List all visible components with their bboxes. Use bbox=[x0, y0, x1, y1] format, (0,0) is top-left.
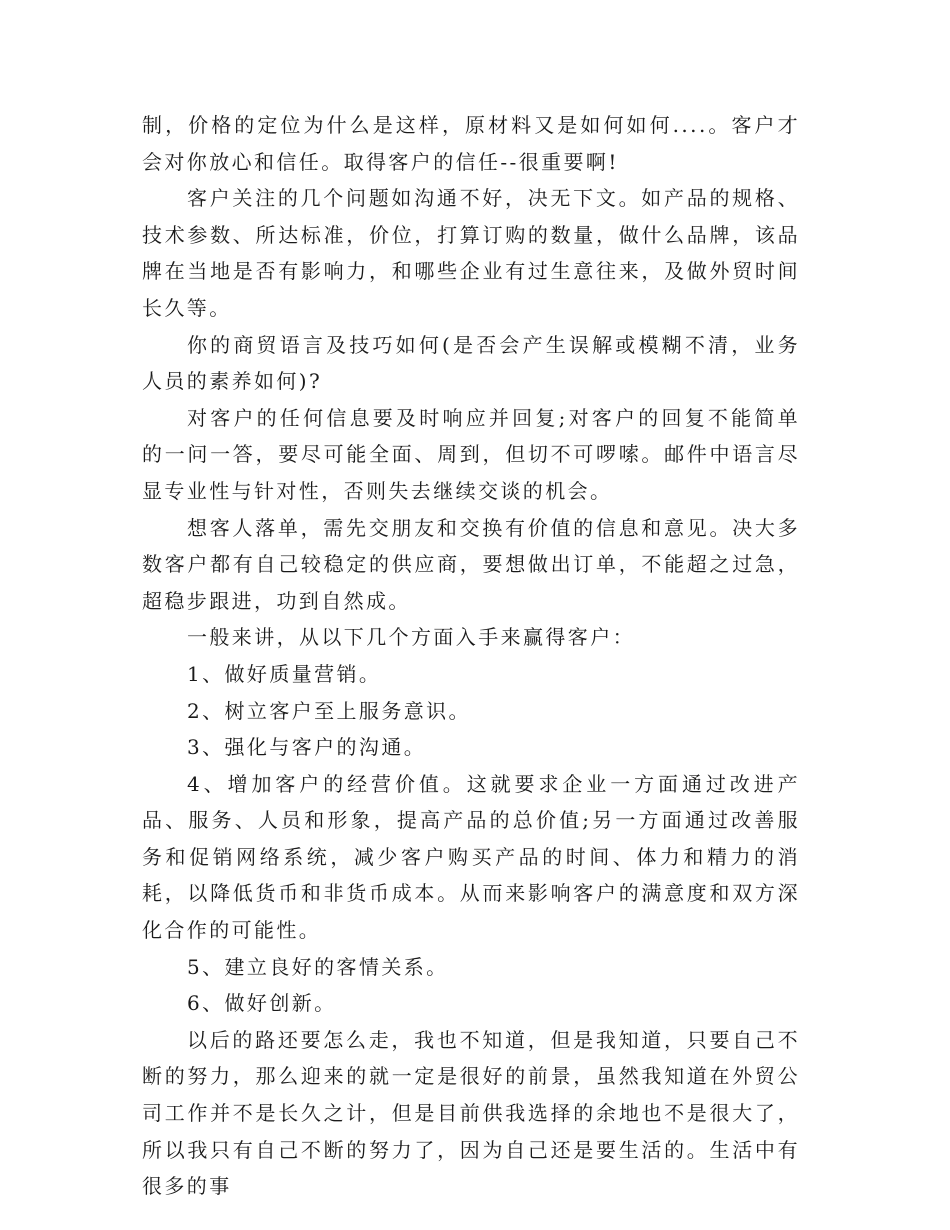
paragraph-make-friends: 想客人落单，需先交朋友和交换有价值的信息和意见。决大多数客户都有自己较稳定的供应商，要想做出订单，不能超之过急，超稳步跟进，功到自然成。 bbox=[142, 515, 800, 613]
paragraph-timely-reply: 对客户的任何信息要及时响应并回复;对客户的回复不能简单的一问一答，要尽可能全面、周到，但切不可啰嗦。邮件中语言尽显专业性与针对性，否则失去继续交谈的机会。 bbox=[142, 405, 800, 503]
document-body bbox=[142, 107, 800, 1205]
list-item-3: 3、强化与客户的沟通。 bbox=[187, 735, 427, 760]
paragraph-business-language: 你的商贸语言及技巧如何(是否会产生误解或模糊不清，业务人员的素养如何)? bbox=[142, 332, 800, 394]
paragraph-continuation: 制，价格的定位为什么是这样，原材料又是如何如何....。客户才会对你放心和信任。取得客户的信任--很重要啊! bbox=[142, 113, 800, 174]
paragraph-list-intro: 一般来讲，从以下几个方面入手来赢得客户： bbox=[187, 625, 635, 650]
list-item-1: 1、做好质量营销。 bbox=[187, 661, 382, 686]
list-item-5: 5、建立良好的客情关系。 bbox=[187, 954, 449, 979]
list-item-2: 2、树立客户至上服务意识。 bbox=[187, 698, 471, 723]
paragraph-future-path: 以后的路还要怎么走，我也不知道，但是我知道，只要自己不断的努力，那么迎来的就一定是很好的前景，虽然我知道在外贸公司工作并不是长久之计，但是目前供我选择的余地也不是很大了，所以我只有自己不断的努力了，因为自己还是要生活的。生活中有很多的事 bbox=[142, 1027, 800, 1199]
list-item-6: 6、做好创新。 bbox=[187, 991, 337, 1016]
paragraph-customer-concerns: 客户关注的几个问题如沟通不好，决无下文。如产品的规格、技术参数、所达标准，价位，打算订购的数量，做什么品牌，该品牌在当地是否有影响力，和哪些企业有过生意往来，及做外贸时间长久等。 bbox=[142, 186, 800, 320]
list-item-4: 4、增加客户的经营价值。这就要求企业一方面通过改进产品、服务、人员和形象，提高产品的总价值;另一方面通过改善服务和促销网络系统，减少客户购买产品的时间、体力和精力的消耗，以降低货币和非货币成本。从而来影响客户的满意度和双方深化合作的可能性。 bbox=[142, 771, 800, 943]
